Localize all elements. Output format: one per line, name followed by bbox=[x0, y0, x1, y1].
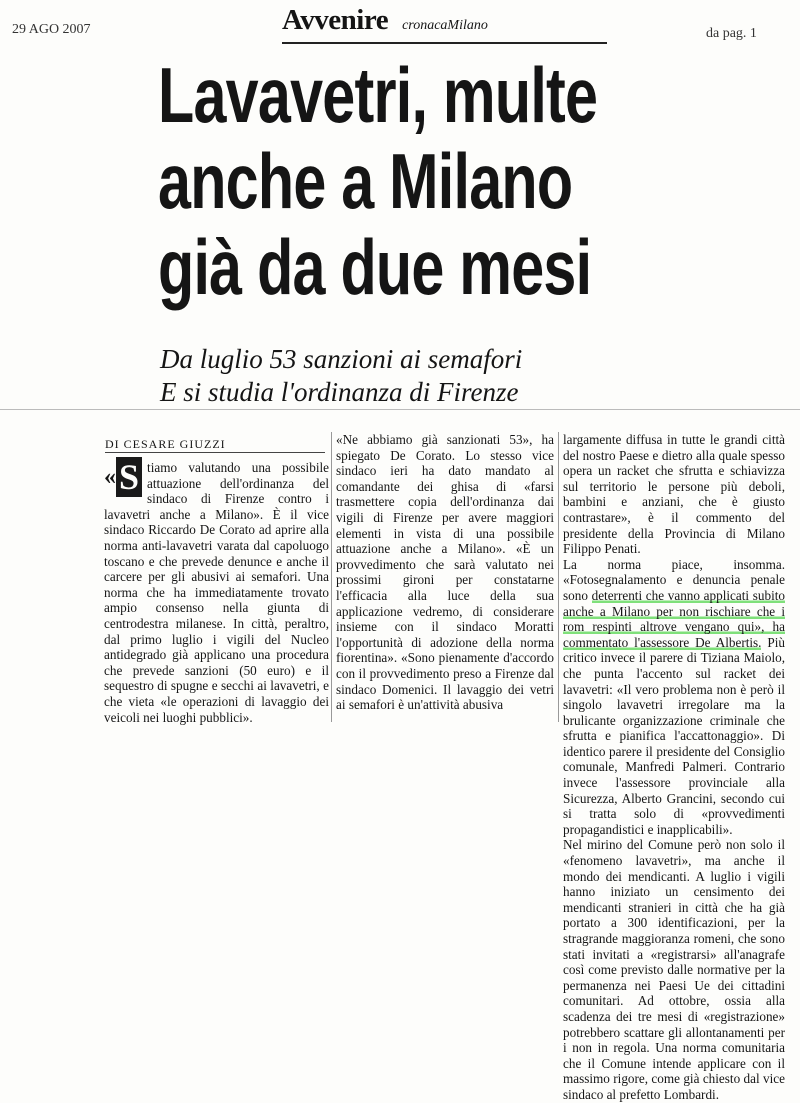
subtitle bbox=[160, 343, 620, 409]
byline-rule bbox=[105, 452, 325, 453]
masthead bbox=[282, 4, 612, 37]
column-divider-2 bbox=[558, 432, 559, 722]
article-top-rule bbox=[0, 409, 800, 410]
page-reference: da pag. 1 bbox=[706, 26, 757, 41]
paragraph-1: tiamo valutando una possibile attuazione dell'ordinanza del sindaco di Firenze contro i lavavetri anche a Milano». È il vice sindaco Riccardo De Corato ad aprire alla norma anti-lavavetri varata dal capoluogo toscano e che prevede denunce e anche il carcere per gli abusivi ai semafori. Una norma che ha immediatamente trovato ampio consenso nella giunta di centrodestra milanese. In città, peraltro, dal primo luglio i vigili del Nucleo antidegrado già applicano una procedura che prevede sanzioni (50 euro) e il sequestro di spugne e secchi ai lavavetri, e che vieta «le operazioni di lavaggio dei veicoli nei luoghi pubblici». bbox=[104, 460, 329, 725]
clipping-date: 29 AGO 2007 bbox=[12, 22, 91, 37]
article-column-1 bbox=[104, 457, 329, 725]
headline-line-1: Lavavetri, multe bbox=[158, 51, 598, 139]
subtitle-line-2: E si studia l'ordinanza di Firenze bbox=[160, 377, 519, 407]
section-name: cronacaMilano bbox=[402, 18, 488, 33]
highlighted-quote: deterrenti che vanno applicati subito anche a Milano per non rischiare che i rom respinti altrove vengano qui», ha commentato l'assessore De Albertis. bbox=[563, 587, 785, 650]
paragraph-4: Nel mirino del Comune però non solo il «fenomeno lavavetri», ma anche il mondo dei mendicanti. A luglio i vigili hanno iniziato un censimento dei mendicanti stranieri in città che ha già portato a 300 identificazioni, per la stragrande maggioranza romeni, che sono stati invitati a «registrarsi» all'anagrafe così come previsto dalle normative per la permanenza nei Paesi Ue dei cittadini comunitari. Ad ottobre, ossia alla scadenza dei tre mesi di «registrazione» potrebbero scattare gli allontanamenti per i non in regola. Una norma comunitaria che il Comune intende applicare con il massimo rigore, come già chiesto dal vice sindaco al prefetto Lombardi. bbox=[563, 837, 785, 1102]
paragraph-3-start: La norma piace, insomma. «Fotosegnalamento e denuncia penale sono bbox=[563, 556, 785, 603]
article-column-2 bbox=[336, 432, 554, 713]
dropcap-quote: « bbox=[104, 464, 116, 490]
headline-line-2: anche a Milano bbox=[158, 137, 573, 225]
byline: DI CESARE GIUZZI bbox=[105, 437, 226, 451]
dropcap bbox=[104, 457, 142, 500]
column-divider-1 bbox=[331, 432, 332, 722]
headline-line-3: già da due mesi bbox=[158, 223, 592, 311]
masthead-rule bbox=[282, 42, 607, 44]
dropcap-letter: S bbox=[116, 457, 142, 497]
paragraph-3-end: Più critico invece il parere di Tiziana Maiolo, che punta l'accento sul racket dei lavavetri: «Il vero problema non è però il singolo lavavetri irregolare ma la brulicante organizzazione criminale che sfrutta e pianifica l'accattonaggio». Di identico parere il presidente del Consiglio comunale, Manfredi Palmeri. Contrario invece l'assessore provinciale alla Sicurezza, Alberto Grancini, secondo cui si tratta solo di «provvedimenti propagandistici e inapplicabili». bbox=[563, 634, 785, 837]
newspaper-logo: Avvenire bbox=[282, 4, 389, 36]
article-column-3 bbox=[563, 432, 785, 1103]
paragraph-2: «Ne abbiamo già sanzionati 53», ha spiegato De Corato. Lo stesso vice sindaco ieri ha dato mandato al comandante dei ghisa di «farsi trasmettere copia dell'ordinanza dai vigili di Firenze per avere maggiori elementi in vista di una possibile attuazione anche a Milano». «È un provvedimento che sarà valutato nei prossimi gironi per constatarne l'efficacia alla luce della sua applicazione vedremo, di considerare insieme con il sindaco Moratti l'opportunità di adozione della norma fiorentina». «Sono pienamente d'accordo con il provvedimento preso a Firenze dal sindaco Domenici. Il lavaggio dei vetri ai semafori è un'attività abusiva bbox=[336, 432, 554, 713]
paragraph-3 bbox=[563, 557, 785, 838]
paragraph-2-continued: largamente diffusa in tutte le grandi città del nostro Paese e dietro alla quale spesso opera un racket che sfrutta e schiavizza sul territorio le persone più deboli, bambini e anziani, che è giusto contrastare», è il commento del presidente della Provincia di Milano Filippo Penati. bbox=[563, 432, 785, 557]
headline bbox=[158, 51, 598, 311]
subtitle-line-1: Da luglio 53 sanzioni ai semafori bbox=[160, 344, 523, 374]
